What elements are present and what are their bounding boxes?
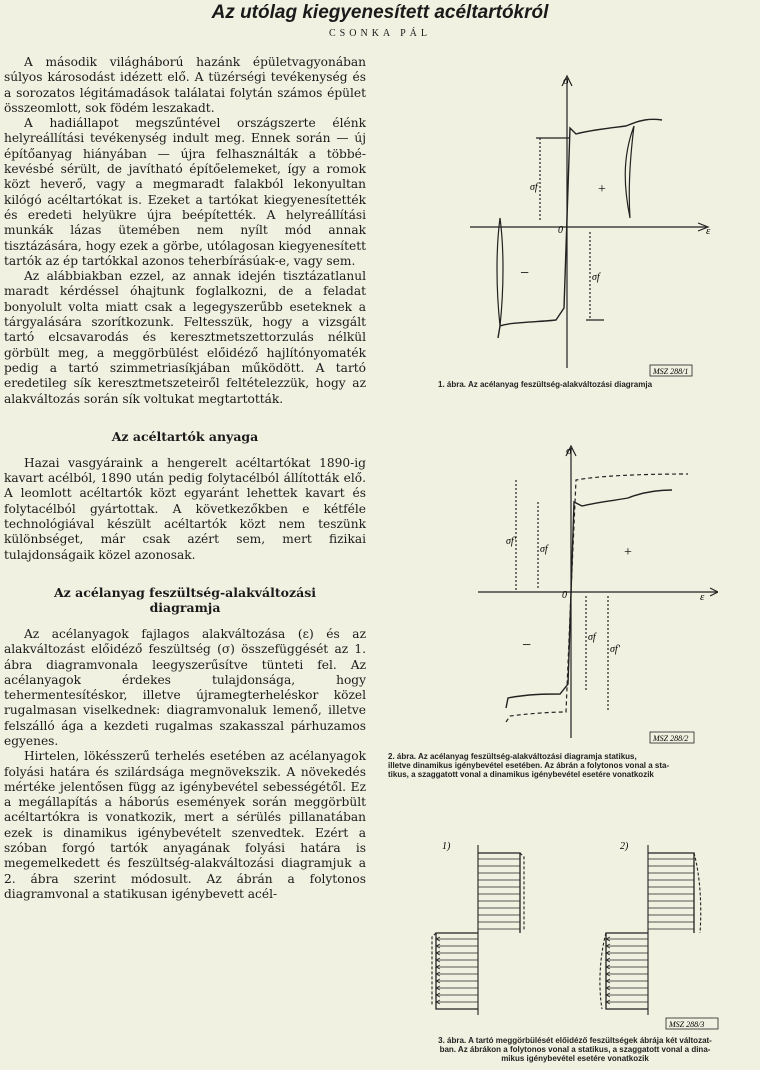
epsilon-label: ε (700, 591, 705, 603)
caption-line: ban. Az ábrákon a folytonos vonal a statikus, a szaggatott vonal a dina- (439, 1045, 711, 1054)
paragraph: A második világháború hazánk épületvagyonában súlyos károsodást idézett elő. A tüzérségi tevékenység és a sorozatos légitámadások találatai folytán számos épület összeomlott, sok födém leszakadt. (4, 55, 366, 115)
caption-line: illetve dinamikus igénybevétel esetében. Az ábrán a folytonos vonal a sta- (388, 761, 670, 770)
epsilon-label: ε (706, 225, 711, 237)
sigma-f-label: σf (588, 632, 596, 643)
article-title: Az utólag kiegyenesített acéltartókról (211, 2, 549, 23)
stress-strain-curve (498, 119, 662, 338)
figure-1-caption: 1. ábra. Az acélanyag feszültség-alakváltozási diagramja (438, 380, 653, 389)
sigma-label: σ (563, 75, 569, 87)
origin-label: 0 (558, 225, 563, 236)
plus-sign: + (624, 545, 632, 560)
caption-line: 3. ábra. A tartó meggörbülését előidéző feszültségek ábrája két változat- (438, 1036, 712, 1045)
static-curve (506, 490, 672, 708)
unloading-loop (625, 126, 634, 218)
figure-stamp: MSZ 288/3 (669, 1020, 705, 1029)
variant-label: 1) (442, 841, 451, 852)
section-heading: Az acéltartók anyaga (111, 428, 259, 444)
stress-block-2 (606, 853, 694, 1009)
text-column (4, 55, 366, 902)
sigma-f-dyn-label: σf' (506, 536, 516, 547)
minus-sign: − (522, 637, 532, 654)
paragraph: A hadiállapot megszűntével országszerte élénk helyreállítási tevékenység indult meg. Ennek során — új építőanyag hiányában — újra felhasználták a többé-kevésbé sérült, de javítható építőelemeket, így a romok közt heverő, vagy a megmaradt falakból lekonyultan kilógó acéltartókat is. Ezeket a tartókat kiegyenesítették és eredeti helyükre újra beépítették. A helyreállítási munkák lázas ütemében nem nyílt mód annak tisztázására, hogy ezek a görbe, utólagosan kiegyenesített tartók az ép tartókkal azonos teherbírásúak-e, vagy sem. (4, 116, 366, 268)
paragraph: Az alábbiakban ezzel, az annak idején tisztázatlanul maradt kérdéssel óhajtunk foglalkozni, de a feladat bonyolult volta miatt csak a legegyszerűbb eseteknek a tárgyalására szorítkozunk. Feltesszük, hogy a vizsgált tartó elcsavarodás és keresztmetszettorzulás nélkül görbült meg, a meggörbülést előidéző hajlítónyomaték pedig a tartó szimmetriasíkjában működött. A tartó eredetileg sík keresztmetszeteiről feltételezzük, hogy az alakváltozás során sík voltukat megtartották. (4, 269, 366, 406)
figure-3 (420, 835, 750, 1030)
reloading-loop (497, 218, 503, 326)
heading-line: Az acélanyag feszültség-alakváltozási (53, 584, 316, 600)
figure-2-caption (388, 752, 758, 779)
sigma-f-dyn-label: σf' (610, 644, 620, 655)
figure-2 (478, 440, 718, 746)
origin-label: 0 (562, 590, 567, 601)
dynamic-outline-2 (600, 933, 606, 1009)
sigma-f-label: σf (530, 182, 538, 193)
caption-line: tikus, a szaggatott vonal a dinamikus igénybevétel esetére vonatkozik (388, 770, 654, 779)
caption-line: mikus igénybevétel esetére vonatkozik (501, 1054, 649, 1063)
paragraph: Hirtelen, lökésszerű terhelés esetében az acélanyagok folyási határa és szilárdsága megnövekszik. A növekedés mértéke jelentősen függ az igénybevétel sebességétől. Ez a megállapítás a háborús események során meggörbült acéltartókra is vonatkozik, mert a sérülés pillanatában ezek is dinamikus igénybevételt szenvedtek. Ezért a szóban forgó tartók anyagának folyási határa is megemelkedett és feszültség-alakváltozási diagramjuk a 2. ábra szerint módosult. Az ábrán a folytonos diagramvonal a statikusan igénybevett acél- (4, 749, 366, 901)
sigma-f-label: σf (540, 544, 548, 555)
section-heading (4, 585, 366, 615)
heading-line: diagramja (149, 599, 221, 615)
dynamic-curve (506, 474, 688, 722)
dynamic-outline-2 (694, 853, 701, 933)
figure-1 (470, 68, 730, 380)
sigma-label: σ (566, 445, 572, 457)
article-author: CSONKA PÁL (329, 28, 431, 39)
paragraph: Az acélanyagok fajlagos alakváltozása (ε) és az alakváltozást előidéző feszültség (σ) összefüggését az 1. ábra diagramvonala leegyszerűsítve tünteti fel. Az acélanyagok érdekes tulajdonsága, hogy tehermentesítéskor, illetve újramegterheléskor közel rugalmasan viselkednek: diagramvonaluk lemenő, illetve felszálló ága a kezdeti rugalmas szakasszal párhuzamos egyenes. (4, 626, 366, 748)
plus-sign: + (598, 182, 606, 197)
figure-stamp: MSZ 288/2 (653, 734, 689, 743)
caption-line: 2. ábra. Az acélanyag feszültség-alakváltozási diagramja statikus, (388, 752, 637, 761)
figure-3-caption (392, 1036, 758, 1063)
paragraph: Hazai vasgyáraink a hengerelt acéltartókat 1890-ig kavart acélból, 1890 után pedig folytacélból állították elő. A leomlott acéltartók közt egyaránt lehettek kavart és folytacélból gyártottak. A következőkben e kétféle technológiával készült acéltartók közt nem teszünk különbséget, már csak azért sem, mert fizikai tulajdonságaik közel azonosak. (4, 455, 366, 562)
sigma-f-label: σf (592, 272, 600, 283)
variant-label: 2) (620, 841, 629, 852)
minus-sign: − (520, 265, 530, 282)
figure-stamp: MSZ 288/1 (653, 367, 689, 376)
